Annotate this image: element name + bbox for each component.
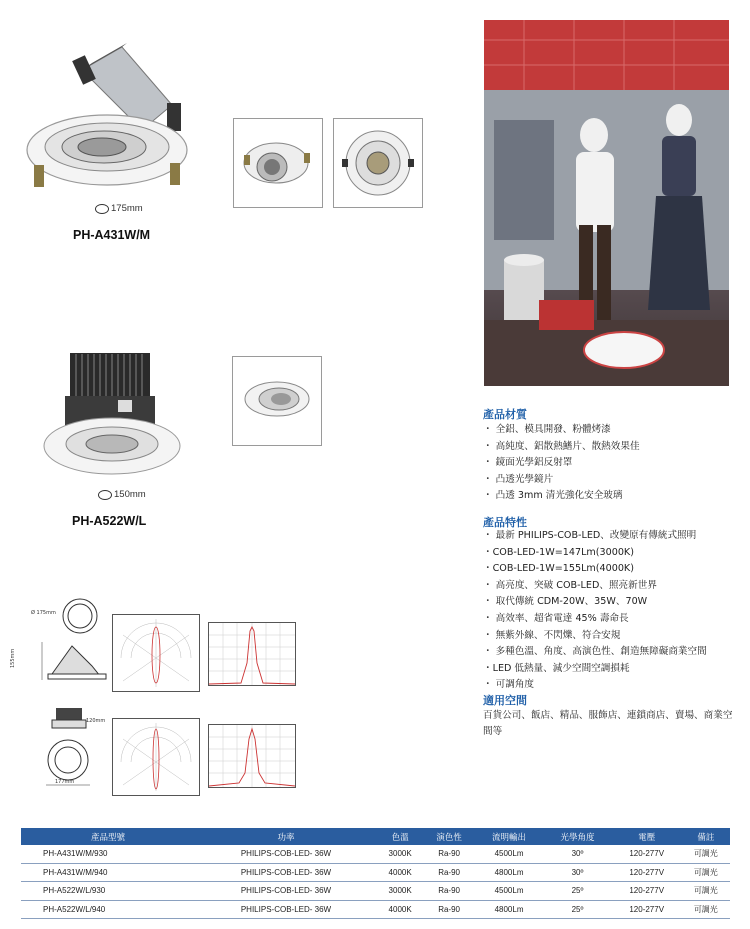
- thumbnail-a522-angled[interactable]: [232, 356, 322, 446]
- table-cell: PHILIPS-COB-LED- 36W: [195, 900, 377, 919]
- list-item: ・ 凸透光學鏡片: [483, 473, 554, 485]
- list-item: ・ 全鋁、模具開發、粉體烤漆: [483, 424, 611, 435]
- column-header-cri: 演色性: [423, 828, 474, 845]
- table-cell: 4800Lm: [475, 863, 543, 882]
- thumbnail-a431-angled[interactable]: [233, 118, 323, 208]
- table-cell: 25º: [543, 882, 611, 901]
- table-cell: 3000K: [377, 845, 424, 863]
- diameter-icon: [95, 204, 109, 214]
- list-item: ・LED 低熱量、減少空間空調損耗: [483, 662, 630, 674]
- table-cell: 可調光: [682, 882, 730, 901]
- list-item: ・COB-LED-1W=147Lm(3000K): [483, 546, 634, 558]
- polar-distribution-chart-a522: [112, 718, 200, 796]
- product-model-a431: PH-A431W/M: [73, 228, 151, 242]
- table-cell: 4800Lm: [475, 900, 543, 919]
- table-cell: 4500Lm: [475, 882, 543, 901]
- dimension-label-a522: 150mm: [98, 489, 146, 500]
- table-cell: PH-A431W/M/930: [21, 845, 195, 863]
- material-section-title: 產品材質: [483, 408, 527, 421]
- table-cell: PH-A522W/L/940: [21, 900, 195, 919]
- table-cell: 4000K: [377, 900, 424, 919]
- table-cell: 30º: [543, 845, 611, 863]
- table-cell: 120-277V: [612, 882, 682, 901]
- spec-table: [21, 828, 730, 919]
- list-item: ・ 取代傳統 CDM-20W、35W、70W: [483, 596, 648, 608]
- spec-table-container: [21, 828, 730, 919]
- list-item: ・ 凸透 3mm 清光強化安全玻璃: [483, 490, 623, 502]
- store-photo: [484, 20, 729, 386]
- table-cell: 120-277V: [612, 863, 682, 882]
- drawing-label-a522-bottom: 177mm: [55, 779, 75, 785]
- table-cell: 可調光: [682, 845, 730, 863]
- column-header-model: 產品型號: [21, 828, 195, 845]
- table-cell: 4500Lm: [475, 845, 543, 863]
- drawing-label-a522-top: 120mm: [86, 718, 106, 724]
- polar-distribution-chart-a431: [112, 614, 200, 692]
- table-row: [21, 900, 730, 919]
- table-cell: 3000K: [377, 882, 424, 901]
- table-cell: 120-277V: [612, 900, 682, 919]
- list-item: ・ 無紫外線、不閃爍、符合安規: [483, 629, 621, 641]
- technical-drawing-a522: [38, 705, 118, 795]
- column-header-remark: 備註: [682, 828, 730, 845]
- thumbnail-a431-front[interactable]: [333, 118, 423, 208]
- column-header-lumen: 流明輸出: [475, 828, 543, 845]
- table-row: [21, 845, 730, 863]
- table-cell: PHILIPS-COB-LED- 36W: [195, 863, 377, 882]
- table-cell: Ra-90: [423, 863, 474, 882]
- table-cell: PHILIPS-COB-LED- 36W: [195, 882, 377, 901]
- candela-chart-a431: [208, 622, 296, 686]
- diameter-icon: [98, 490, 112, 500]
- column-header-color-temp: 色溫: [377, 828, 424, 845]
- material-list: [483, 422, 640, 505]
- table-cell: 4000K: [377, 863, 424, 882]
- table-cell: 25º: [543, 900, 611, 919]
- table-header-row: [21, 828, 730, 845]
- list-item: ・ 可調角度: [483, 679, 535, 691]
- list-item: ・COB-LED-1W=155Lm(4000K): [483, 563, 634, 575]
- table-cell: Ra-90: [423, 882, 474, 901]
- features-section-title: 產品特性: [483, 516, 527, 529]
- usage-section-title: 適用空間: [483, 694, 527, 707]
- list-item: ・ 鏡面光學鋁反射罩: [483, 457, 573, 469]
- product-model-a522: PH-A522W/L: [72, 514, 147, 528]
- table-cell: 可調光: [682, 900, 730, 919]
- table-cell: 30º: [543, 863, 611, 882]
- column-header-beam-angle: 光學角度: [543, 828, 611, 845]
- list-item: ・ 高亮度、突破 COB-LED、照亮新世界: [483, 579, 657, 591]
- dimension-label-a431: 175mm: [95, 203, 143, 214]
- product-image-a431: [22, 35, 197, 195]
- table-row: [21, 882, 730, 901]
- product-image-a522: [40, 348, 190, 483]
- table-cell: 120-277V: [612, 845, 682, 863]
- list-item: ・ 最新 PHILIPS-COB-LED、改變原有傳統式照明: [483, 530, 697, 541]
- features-list: [483, 528, 707, 694]
- drawing-label-a431-side: 155mm: [10, 648, 16, 668]
- table-cell: Ra-90: [423, 845, 474, 863]
- drawing-label-a431-top: Ø 175mm: [31, 610, 56, 616]
- column-header-voltage: 電壓: [612, 828, 682, 845]
- list-item: ・ 高效率、超省電達 45% 壽命長: [483, 612, 629, 624]
- table-cell: Ra-90: [423, 900, 474, 919]
- table-row: [21, 863, 730, 882]
- list-item: ・ 高純度、鋁散熱鰭片、散熱效果佳: [483, 440, 640, 452]
- table-cell: PHILIPS-COB-LED- 36W: [195, 845, 377, 863]
- usage-description: 百貨公司、飯店、精品、服飾店、連鎖商店、賣場、商業空間等: [483, 710, 733, 737]
- table-cell: PH-A431W/M/940: [21, 863, 195, 882]
- candela-chart-a522: [208, 724, 296, 788]
- table-cell: 可調光: [682, 863, 730, 882]
- column-header-power: 功率: [195, 828, 377, 845]
- table-cell: PH-A522W/L/930: [21, 882, 195, 901]
- list-item: ・ 多種色溫、角度、高演色性、創造無障礙商業空間: [483, 646, 707, 658]
